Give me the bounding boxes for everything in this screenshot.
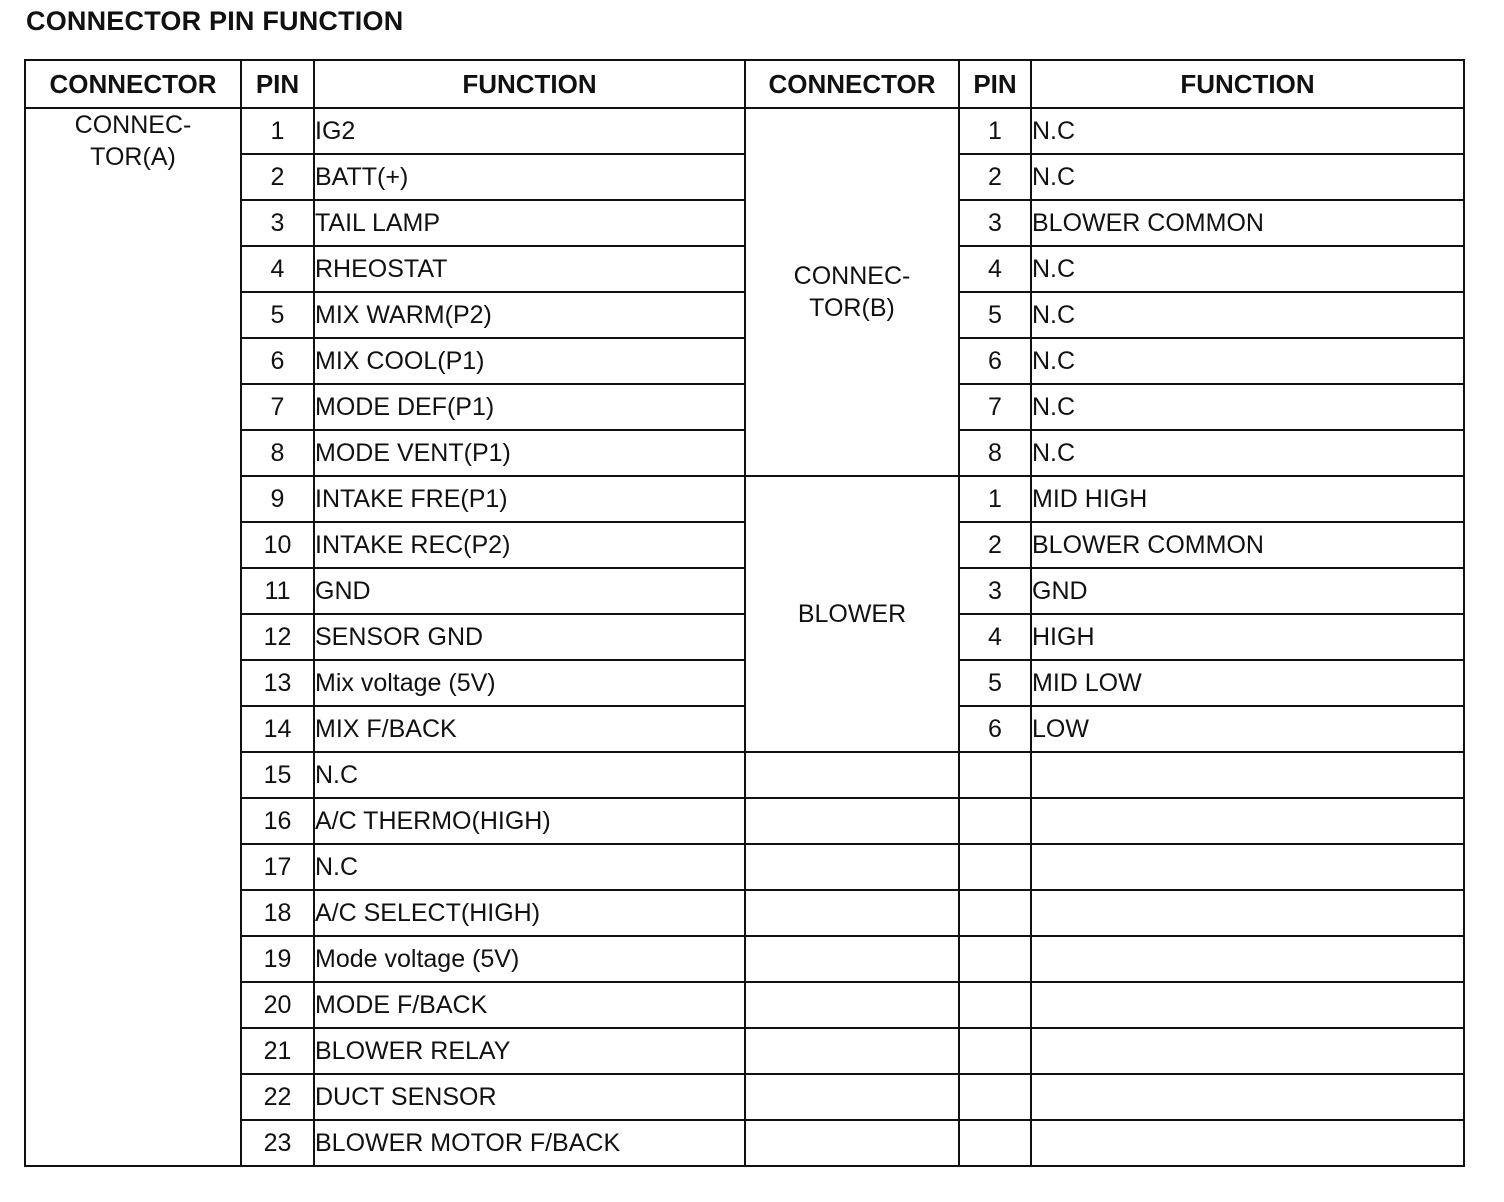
- connector-b-label-line2: TOR(B): [809, 294, 895, 322]
- page-title: CONNECTOR PIN FUNCTION: [26, 6, 404, 36]
- empty-cell: [959, 798, 1031, 844]
- empty-cell: [1031, 982, 1464, 1028]
- pin-function: Mode voltage (5V): [314, 936, 745, 982]
- empty-cell: [745, 1028, 959, 1074]
- empty-cell: [959, 890, 1031, 936]
- pin-number: 2: [241, 154, 314, 200]
- table-row: [25, 292, 1464, 338]
- pin-number: 3: [241, 200, 314, 246]
- header-function-right: FUNCTION: [1031, 60, 1464, 108]
- pin-number: 13: [241, 660, 314, 706]
- header-pin-right: PIN: [959, 60, 1031, 108]
- empty-cell: [1031, 1074, 1464, 1120]
- pin-function: N.C: [1031, 154, 1464, 200]
- pin-number: 6: [241, 338, 314, 384]
- empty-cell: [1031, 1120, 1464, 1166]
- empty-cell: [745, 752, 959, 798]
- pin-function: LOW: [1031, 706, 1464, 752]
- empty-cell: [745, 1074, 959, 1120]
- pin-number: 20: [241, 982, 314, 1028]
- pin-function: A/C SELECT(HIGH): [314, 890, 745, 936]
- connector-a-cell: [25, 108, 241, 1166]
- empty-cell: [1031, 844, 1464, 890]
- table-row: [25, 430, 1464, 476]
- pin-number: 5: [959, 292, 1031, 338]
- empty-cell: [745, 1120, 959, 1166]
- pin-number: 10: [241, 522, 314, 568]
- pin-number: 12: [241, 614, 314, 660]
- table-row: [25, 844, 1464, 890]
- table-row: [25, 936, 1464, 982]
- pin-number: 15: [241, 752, 314, 798]
- pin-number: 6: [959, 706, 1031, 752]
- table-row: [25, 154, 1464, 200]
- table-row: [25, 706, 1464, 752]
- empty-cell: [959, 1074, 1031, 1120]
- connector-a-label-line2: TOR(A): [90, 143, 176, 171]
- empty-cell: [1031, 798, 1464, 844]
- blower-connector-cell: [745, 476, 959, 752]
- empty-cell: [959, 752, 1031, 798]
- pin-function: A/C THERMO(HIGH): [314, 798, 745, 844]
- empty-cell: [1031, 890, 1464, 936]
- pin-function: BLOWER MOTOR F/BACK: [314, 1120, 745, 1166]
- pin-function: N.C: [314, 844, 745, 890]
- pin-number: 4: [959, 246, 1031, 292]
- connector-b-label-line1: CONNEC-: [793, 262, 911, 290]
- pin-number: 14: [241, 706, 314, 752]
- pin-function: INTAKE FRE(P1): [314, 476, 745, 522]
- pin-function: MID LOW: [1031, 660, 1464, 706]
- table-row: [25, 1074, 1464, 1120]
- empty-cell: [1031, 936, 1464, 982]
- pin-function: RHEOSTAT: [314, 246, 745, 292]
- empty-cell: [959, 982, 1031, 1028]
- empty-cell: [745, 798, 959, 844]
- blower-label: BLOWER: [797, 600, 907, 628]
- pin-function: BLOWER COMMON: [1031, 200, 1464, 246]
- pin-number: 19: [241, 936, 314, 982]
- table-row: [25, 660, 1464, 706]
- table-row: [25, 890, 1464, 936]
- header-function-left: FUNCTION: [314, 60, 745, 108]
- empty-cell: [959, 1028, 1031, 1074]
- pin-function: N.C: [1031, 430, 1464, 476]
- pin-number: 7: [241, 384, 314, 430]
- table-row: [25, 568, 1464, 614]
- pin-function: Mix voltage (5V): [314, 660, 745, 706]
- pin-number: 4: [241, 246, 314, 292]
- pin-number: 2: [959, 154, 1031, 200]
- pin-number: 23: [241, 1120, 314, 1166]
- table-row: [25, 1120, 1464, 1166]
- pin-number: 6: [959, 338, 1031, 384]
- pin-function: N.C: [314, 752, 745, 798]
- table-row: [25, 752, 1464, 798]
- table-row: [25, 798, 1464, 844]
- pin-number: 16: [241, 798, 314, 844]
- empty-cell: [745, 844, 959, 890]
- pin-number: 5: [241, 292, 314, 338]
- pin-number: 3: [959, 568, 1031, 614]
- empty-cell: [745, 890, 959, 936]
- table-row: [25, 338, 1464, 384]
- empty-cell: [745, 982, 959, 1028]
- pin-function: N.C: [1031, 108, 1464, 154]
- empty-cell: [959, 936, 1031, 982]
- pin-function: BLOWER RELAY: [314, 1028, 745, 1074]
- empty-cell: [1031, 752, 1464, 798]
- table-row: [25, 108, 1464, 154]
- table-row: [25, 982, 1464, 1028]
- pin-function: GND: [314, 568, 745, 614]
- pin-function: N.C: [1031, 338, 1464, 384]
- header-connector-left: CONNECTOR: [25, 60, 241, 108]
- pin-function: HIGH: [1031, 614, 1464, 660]
- pin-function: BLOWER COMMON: [1031, 522, 1464, 568]
- pin-function: GND: [1031, 568, 1464, 614]
- pin-number: 22: [241, 1074, 314, 1120]
- pin-function: IG2: [314, 108, 745, 154]
- pin-number: 9: [241, 476, 314, 522]
- pin-function: MIX F/BACK: [314, 706, 745, 752]
- empty-cell: [959, 844, 1031, 890]
- pin-function: SENSOR GND: [314, 614, 745, 660]
- empty-cell: [745, 936, 959, 982]
- table-row: [25, 246, 1464, 292]
- header-connector-right: CONNECTOR: [745, 60, 959, 108]
- pin-number: 5: [959, 660, 1031, 706]
- pin-function: INTAKE REC(P2): [314, 522, 745, 568]
- table-row: [25, 384, 1464, 430]
- table-row: [25, 522, 1464, 568]
- header-row: [25, 60, 1464, 108]
- pin-number: 1: [959, 108, 1031, 154]
- pin-function: MID HIGH: [1031, 476, 1464, 522]
- pin-number: 21: [241, 1028, 314, 1074]
- pin-number: 3: [959, 200, 1031, 246]
- pin-number: 1: [959, 476, 1031, 522]
- connector-b-cell: [745, 108, 959, 476]
- pin-function: N.C: [1031, 246, 1464, 292]
- pin-number: 17: [241, 844, 314, 890]
- pin-function: MIX WARM(P2): [314, 292, 745, 338]
- table-row: [25, 614, 1464, 660]
- pin-number: 2: [959, 522, 1031, 568]
- connector-a-label-line1: CONNEC-: [74, 111, 192, 139]
- pin-function: N.C: [1031, 292, 1464, 338]
- table-row: [25, 200, 1464, 246]
- pin-function: N.C: [1031, 384, 1464, 430]
- table-row: [25, 476, 1464, 522]
- table-row: [25, 1028, 1464, 1074]
- pin-number: 4: [959, 614, 1031, 660]
- pin-function-table: [24, 59, 1465, 1167]
- pin-number: 11: [241, 568, 314, 614]
- header-pin-left: PIN: [241, 60, 314, 108]
- pin-function: MODE DEF(P1): [314, 384, 745, 430]
- pin-function: BATT(+): [314, 154, 745, 200]
- pin-function: DUCT SENSOR: [314, 1074, 745, 1120]
- pin-function: MODE VENT(P1): [314, 430, 745, 476]
- pin-function: TAIL LAMP: [314, 200, 745, 246]
- pin-number: 1: [241, 108, 314, 154]
- pin-number: 8: [959, 430, 1031, 476]
- pin-number: 7: [959, 384, 1031, 430]
- pin-number: 18: [241, 890, 314, 936]
- pin-function: MIX COOL(P1): [314, 338, 745, 384]
- pin-function: MODE F/BACK: [314, 982, 745, 1028]
- empty-cell: [1031, 1028, 1464, 1074]
- empty-cell: [959, 1120, 1031, 1166]
- pin-number: 8: [241, 430, 314, 476]
